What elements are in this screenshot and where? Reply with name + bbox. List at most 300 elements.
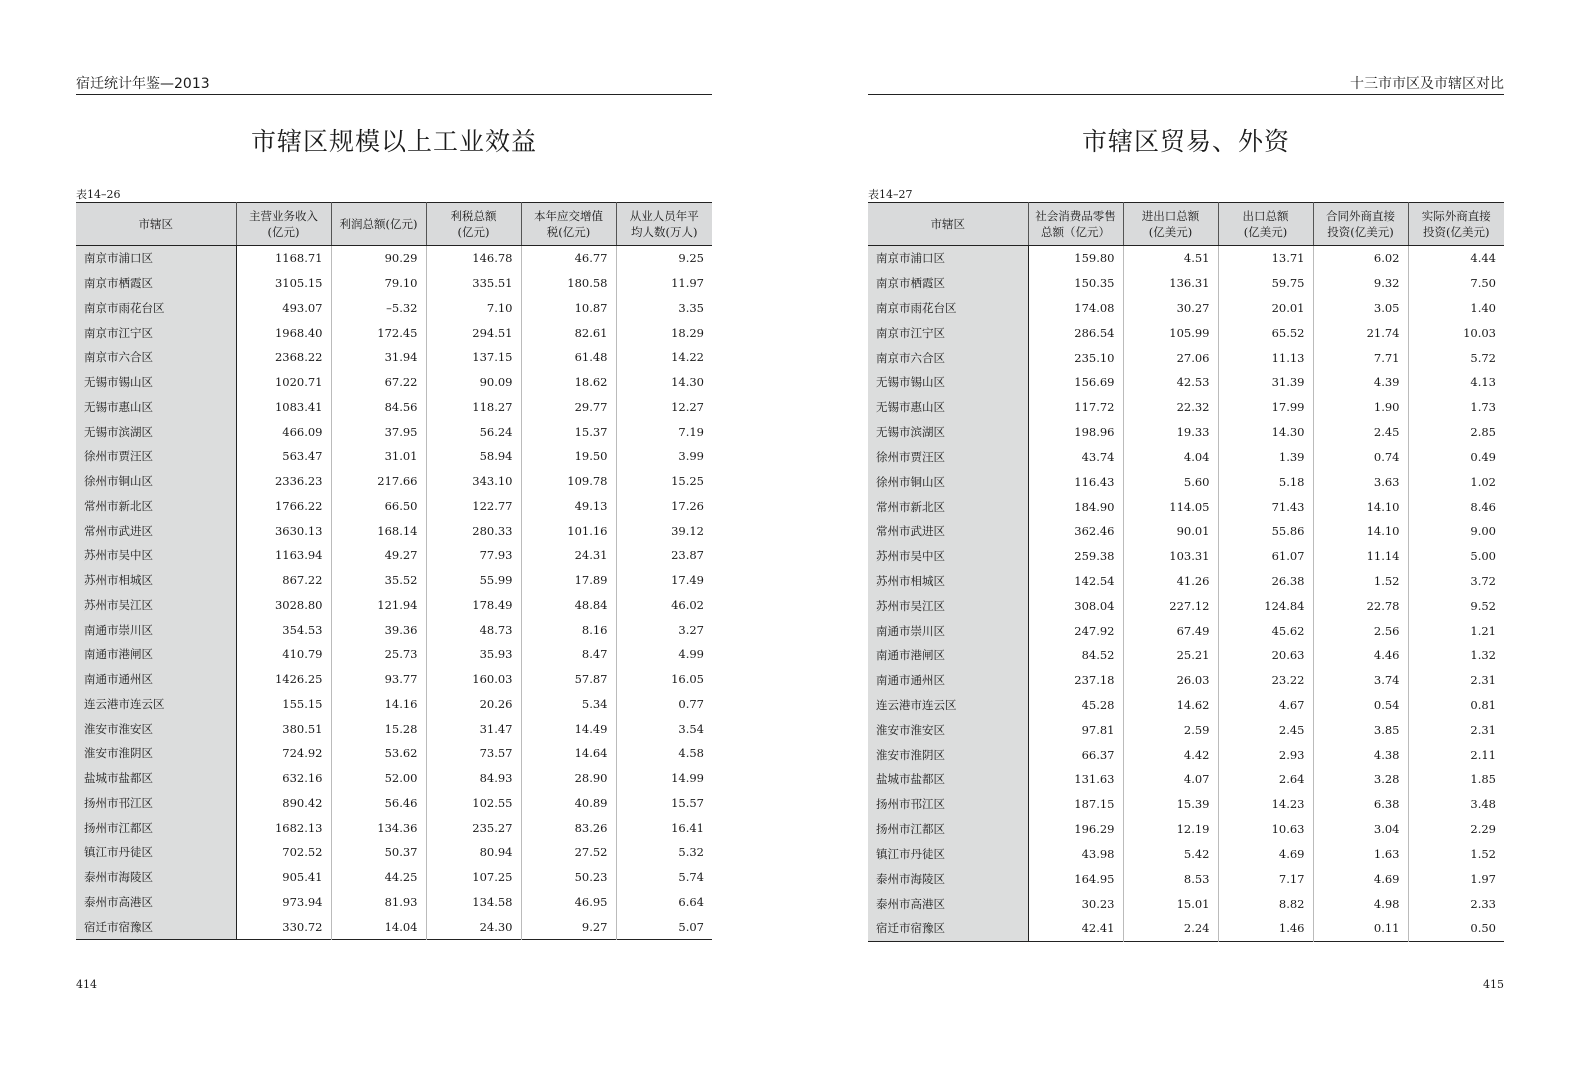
table-row	[868, 643, 1504, 668]
value-cell: 73.57	[426, 741, 521, 766]
value-cell: 142.54	[1074, 573, 1115, 588]
table-row	[868, 817, 1504, 842]
value-cell: 37.95	[331, 419, 426, 444]
table-row	[868, 271, 1504, 296]
district-name-cell: 扬州市江都区	[868, 817, 1028, 842]
value-cell: 30.27	[1123, 296, 1218, 321]
value-cell: 5.18	[1218, 469, 1313, 494]
value-cell: 4.99	[616, 642, 712, 667]
value-cell: 14.30	[616, 370, 712, 395]
table-row	[868, 420, 1504, 445]
value-cell: 16.05	[616, 667, 712, 692]
value-cell: 67.49	[1123, 618, 1218, 643]
value-cell: 14.49	[521, 716, 616, 741]
district-name-cell: 泰州市高港区	[868, 891, 1028, 916]
page-number: 414	[76, 978, 97, 991]
value-cell: 14.16	[331, 692, 426, 717]
table-row	[868, 693, 1504, 718]
value-cell: 4.51	[1123, 246, 1218, 271]
table-row	[868, 320, 1504, 345]
value-cell: 4.58	[616, 741, 712, 766]
district-name-cell: 南京市栖霞区	[76, 271, 236, 296]
value-cell: 90.29	[331, 246, 426, 271]
table-row	[76, 568, 712, 593]
table-row	[868, 469, 1504, 494]
value-cell: 217.66	[331, 469, 426, 494]
value-cell: 57.87	[521, 667, 616, 692]
value-cell: 134.58	[426, 890, 521, 915]
value-cell: 44.25	[331, 865, 426, 890]
table-row	[868, 792, 1504, 817]
district-name-cell: 无锡市锡山区	[76, 370, 236, 395]
value-cell: 35.52	[331, 568, 426, 593]
table-row	[868, 544, 1504, 569]
left-page	[76, 0, 712, 1077]
table-row	[868, 519, 1504, 544]
district-name-cell: 南京市雨花台区	[76, 296, 236, 321]
district-name-cell: 徐州市贾汪区	[76, 444, 236, 469]
value-cell: 286.54	[1074, 325, 1115, 340]
value-cell: 31.01	[331, 444, 426, 469]
value-cell: 2336.23	[274, 474, 323, 489]
value-cell: 9.52	[1408, 593, 1504, 618]
value-cell: 2.56	[1313, 618, 1408, 643]
value-cell: 11.14	[1313, 544, 1408, 569]
table-row	[76, 741, 712, 766]
value-cell: 8.82	[1218, 891, 1313, 916]
table-row	[868, 717, 1504, 742]
value-cell: 0.11	[1313, 916, 1408, 942]
column-header: 从业人员年平 均人数(万人)	[616, 203, 712, 246]
value-cell: 1168.71	[274, 251, 323, 266]
value-cell: 6.02	[1313, 246, 1408, 271]
table-row	[76, 320, 712, 345]
value-cell: 1.32	[1408, 643, 1504, 668]
table-row	[76, 246, 712, 271]
value-cell: 4.42	[1123, 742, 1218, 767]
table-row	[76, 617, 712, 642]
district-name-cell: 连云港市连云区	[868, 693, 1028, 718]
table-row	[76, 469, 712, 494]
value-cell: 117.72	[1074, 400, 1115, 415]
table-row	[868, 618, 1504, 643]
value-cell: 2.45	[1218, 717, 1313, 742]
column-header: 实际外商直接 投资(亿美元)	[1408, 203, 1504, 246]
value-cell: 1163.94	[274, 548, 323, 563]
value-cell: 259.38	[1074, 549, 1115, 564]
table-row	[76, 345, 712, 370]
value-cell: 7.10	[426, 296, 521, 321]
value-cell: 42.41	[1081, 921, 1115, 936]
value-cell: 14.23	[1218, 792, 1313, 817]
district-name-cell: 扬州市江都区	[76, 815, 236, 840]
table-row	[868, 569, 1504, 594]
table-row	[868, 395, 1504, 420]
table-row	[868, 593, 1504, 618]
value-cell: 17.26	[616, 494, 712, 519]
table-row	[868, 370, 1504, 395]
value-cell: 1.46	[1218, 916, 1313, 942]
value-cell: 14.04	[331, 914, 426, 939]
value-cell: 308.04	[1074, 598, 1115, 613]
value-cell: 28.90	[521, 766, 616, 791]
district-name-cell: 常州市新北区	[76, 494, 236, 519]
table-header-row	[76, 203, 712, 246]
value-cell: 27.52	[521, 840, 616, 865]
value-cell: 973.94	[282, 894, 323, 909]
district-name-cell: 无锡市滨湖区	[868, 420, 1028, 445]
value-cell: 1.40	[1408, 296, 1504, 321]
district-name-cell: 南京市浦口区	[76, 246, 236, 271]
value-cell: 46.02	[616, 593, 712, 618]
value-cell: 1.73	[1408, 395, 1504, 420]
table-row	[868, 246, 1504, 271]
table-row	[76, 914, 712, 939]
column-header: 市辖区	[76, 203, 236, 246]
district-name-cell: 无锡市滨湖区	[76, 419, 236, 444]
value-cell: 17.49	[616, 568, 712, 593]
value-cell: 39.12	[616, 518, 712, 543]
value-cell: 10.03	[1408, 320, 1504, 345]
value-cell: 4.69	[1218, 842, 1313, 867]
table-row	[76, 840, 712, 865]
column-header: 出口总额 (亿美元)	[1218, 203, 1313, 246]
value-cell: 7.71	[1313, 345, 1408, 370]
value-cell: 22.32	[1123, 395, 1218, 420]
district-name-cell: 无锡市惠山区	[868, 395, 1028, 420]
value-cell: 1.52	[1408, 842, 1504, 867]
value-cell: 1.39	[1218, 445, 1313, 470]
value-cell: 21.74	[1313, 320, 1408, 345]
value-cell: 8.47	[521, 642, 616, 667]
value-cell: 1426.25	[274, 672, 323, 687]
value-cell: 410.79	[282, 647, 323, 662]
value-cell: 20.63	[1218, 643, 1313, 668]
value-cell: 156.69	[1074, 375, 1115, 390]
value-cell: 61.48	[521, 345, 616, 370]
value-cell: 35.93	[426, 642, 521, 667]
value-cell: 14.10	[1313, 494, 1408, 519]
value-cell: 13.71	[1218, 246, 1313, 271]
value-cell: 1.02	[1408, 469, 1504, 494]
table-row	[76, 395, 712, 420]
value-cell: 146.78	[426, 246, 521, 271]
value-cell: 235.27	[426, 815, 521, 840]
value-cell: 4.67	[1218, 693, 1313, 718]
district-name-cell: 常州市武进区	[76, 518, 236, 543]
column-header: 主营业务收入 (亿元)	[236, 203, 331, 246]
district-name-cell: 苏州市相城区	[76, 568, 236, 593]
value-cell: 12.27	[616, 395, 712, 420]
district-name-cell: 徐州市铜山区	[868, 469, 1028, 494]
value-cell: 43.98	[1081, 846, 1115, 861]
value-cell: 101.16	[521, 518, 616, 543]
value-cell: 563.47	[282, 449, 323, 464]
value-cell: 1020.71	[274, 375, 323, 390]
page-number: 415	[1483, 978, 1504, 991]
value-cell: 118.27	[426, 395, 521, 420]
value-cell: 48.84	[521, 593, 616, 618]
table-number: 表14–27	[868, 188, 913, 201]
value-cell: 50.23	[521, 865, 616, 890]
value-cell: 184.90	[1074, 499, 1115, 514]
value-cell: 9.00	[1408, 519, 1504, 544]
value-cell: 4.04	[1123, 445, 1218, 470]
value-cell: 0.49	[1408, 445, 1504, 470]
value-cell: 168.14	[331, 518, 426, 543]
value-cell: 5.60	[1123, 469, 1218, 494]
value-cell: 53.62	[331, 741, 426, 766]
district-name-cell: 南京市浦口区	[868, 246, 1028, 271]
value-cell: 6.38	[1313, 792, 1408, 817]
value-cell: 2.31	[1408, 717, 1504, 742]
district-name-cell: 南通市港闸区	[76, 642, 236, 667]
value-cell: 5.74	[616, 865, 712, 890]
value-cell: 5.42	[1123, 842, 1218, 867]
value-cell: 48.73	[426, 617, 521, 642]
district-name-cell: 淮安市淮安区	[868, 717, 1028, 742]
value-cell: 867.22	[282, 573, 323, 588]
right-page	[868, 0, 1504, 1077]
value-cell: 56.24	[426, 419, 521, 444]
district-name-cell: 宿迁市宿豫区	[868, 916, 1028, 942]
district-name-cell: 南通市崇川区	[76, 617, 236, 642]
table-row	[76, 791, 712, 816]
value-cell: 155.15	[282, 696, 323, 711]
value-cell: 116.43	[1074, 474, 1115, 489]
value-cell: 3.54	[616, 716, 712, 741]
value-cell: 227.12	[1123, 593, 1218, 618]
value-cell: 83.26	[521, 815, 616, 840]
value-cell: 196.29	[1074, 822, 1115, 837]
value-cell: 5.32	[616, 840, 712, 865]
value-cell: 1.90	[1313, 395, 1408, 420]
table-row	[76, 642, 712, 667]
value-cell: 14.10	[1313, 519, 1408, 544]
district-name-cell: 徐州市贾汪区	[868, 445, 1028, 470]
value-cell: 12.19	[1123, 817, 1218, 842]
district-name-cell: 南京市江宁区	[868, 320, 1028, 345]
table-header-row	[868, 203, 1504, 246]
value-cell: 107.25	[426, 865, 521, 890]
table-row	[868, 445, 1504, 470]
district-name-cell: 无锡市锡山区	[868, 370, 1028, 395]
value-cell: 65.52	[1218, 320, 1313, 345]
value-cell: 134.36	[331, 815, 426, 840]
value-cell: 11.97	[616, 271, 712, 296]
table-row	[76, 494, 712, 519]
value-cell: 66.37	[1081, 747, 1115, 762]
value-cell: 174.08	[1074, 301, 1115, 316]
value-cell: 3630.13	[274, 523, 323, 538]
table-row	[76, 716, 712, 741]
table-row	[76, 543, 712, 568]
value-cell: 335.51	[426, 271, 521, 296]
value-cell: 14.30	[1218, 420, 1313, 445]
value-cell: 26.03	[1123, 668, 1218, 693]
value-cell: 124.84	[1218, 593, 1313, 618]
district-name-cell: 扬州市邗江区	[76, 791, 236, 816]
district-name-cell: 无锡市惠山区	[76, 395, 236, 420]
value-cell: 178.49	[426, 593, 521, 618]
value-cell: 890.42	[282, 795, 323, 810]
value-cell: 4.07	[1123, 767, 1218, 792]
value-cell: 84.93	[426, 766, 521, 791]
district-name-cell: 常州市新北区	[868, 494, 1028, 519]
value-cell: 25.21	[1123, 643, 1218, 668]
value-cell: 22.78	[1313, 593, 1408, 618]
value-cell: 3.99	[616, 444, 712, 469]
value-cell: 237.18	[1074, 673, 1115, 688]
running-head: 十三市市区及市辖区对比	[868, 76, 1504, 95]
value-cell: 2.64	[1218, 767, 1313, 792]
district-name-cell: 淮安市淮安区	[76, 716, 236, 741]
value-cell: 14.22	[616, 345, 712, 370]
value-cell: 4.13	[1408, 370, 1504, 395]
value-cell: 2.45	[1313, 420, 1408, 445]
district-name-cell: 苏州市吴中区	[76, 543, 236, 568]
value-cell: 122.77	[426, 494, 521, 519]
table-row	[76, 766, 712, 791]
table-row	[76, 296, 712, 321]
value-cell: 15.28	[331, 716, 426, 741]
value-cell: 18.29	[616, 320, 712, 345]
value-cell: 1766.22	[274, 498, 323, 513]
table-row	[76, 593, 712, 618]
value-cell: 45.28	[1081, 698, 1115, 713]
value-cell: 354.53	[282, 622, 323, 637]
value-cell: 1.97	[1408, 866, 1504, 891]
value-cell: 2.31	[1408, 668, 1504, 693]
column-header: 进出口总额 (亿美元)	[1123, 203, 1218, 246]
value-cell: 27.06	[1123, 345, 1218, 370]
value-cell: 79.10	[331, 271, 426, 296]
value-cell: 24.30	[426, 914, 521, 939]
value-cell: 131.63	[1074, 772, 1115, 787]
value-cell: 3.05	[1313, 296, 1408, 321]
value-cell: 6.64	[616, 890, 712, 915]
value-cell: 30.23	[1081, 896, 1115, 911]
value-cell: 58.94	[426, 444, 521, 469]
trade-foreign-investment-table	[868, 202, 1504, 942]
district-name-cell: 苏州市相城区	[868, 569, 1028, 594]
value-cell: 343.10	[426, 469, 521, 494]
table-row	[868, 891, 1504, 916]
table-row	[76, 518, 712, 543]
value-cell: 23.87	[616, 543, 712, 568]
table-row	[76, 667, 712, 692]
value-cell: 15.37	[521, 419, 616, 444]
value-cell: 150.35	[1074, 276, 1115, 291]
value-cell: 93.77	[331, 667, 426, 692]
district-name-cell: 盐城市盐都区	[868, 767, 1028, 792]
value-cell: 180.58	[521, 271, 616, 296]
value-cell: 7.17	[1218, 866, 1313, 891]
table-row	[76, 692, 712, 717]
value-cell: 49.13	[521, 494, 616, 519]
district-name-cell: 泰州市高港区	[76, 890, 236, 915]
value-cell: 90.09	[426, 370, 521, 395]
value-cell: 4.46	[1313, 643, 1408, 668]
value-cell: 43.74	[1081, 449, 1115, 464]
value-cell: 8.46	[1408, 494, 1504, 519]
table-row	[868, 842, 1504, 867]
value-cell: 66.50	[331, 494, 426, 519]
column-header: 合同外商直接 投资(亿美元)	[1313, 203, 1408, 246]
district-name-cell: 南通市港闸区	[868, 643, 1028, 668]
table-row	[76, 865, 712, 890]
column-header: 利税总额 (亿元)	[426, 203, 521, 246]
value-cell: 14.62	[1123, 693, 1218, 718]
value-cell: 121.94	[331, 593, 426, 618]
table-row	[868, 494, 1504, 519]
value-cell: 15.57	[616, 791, 712, 816]
value-cell: 5.07	[616, 914, 712, 939]
value-cell: 8.53	[1123, 866, 1218, 891]
value-cell: 10.87	[521, 296, 616, 321]
page-title: 市辖区贸易、外资	[1081, 127, 1290, 156]
district-name-cell: 扬州市邗江区	[868, 792, 1028, 817]
value-cell: 2.59	[1123, 717, 1218, 742]
value-cell: 0.74	[1313, 445, 1408, 470]
value-cell: 29.77	[521, 395, 616, 420]
value-cell: 49.27	[331, 543, 426, 568]
value-cell: 5.72	[1408, 345, 1504, 370]
value-cell: 1.63	[1313, 842, 1408, 867]
district-name-cell: 宿迁市宿豫区	[76, 914, 236, 939]
value-cell: 40.89	[521, 791, 616, 816]
value-cell: 0.54	[1313, 693, 1408, 718]
value-cell: 164.95	[1074, 871, 1115, 886]
value-cell: 724.92	[282, 746, 323, 761]
table-row	[868, 345, 1504, 370]
value-cell: –5.32	[331, 296, 426, 321]
value-cell: 25.73	[331, 642, 426, 667]
value-cell: 41.26	[1123, 569, 1218, 594]
value-cell: 187.15	[1074, 797, 1115, 812]
value-cell: 2.11	[1408, 742, 1504, 767]
district-name-cell: 泰州市海陵区	[868, 866, 1028, 891]
value-cell: 247.92	[1074, 623, 1115, 638]
value-cell: 45.62	[1218, 618, 1313, 643]
value-cell: 380.51	[282, 721, 323, 736]
value-cell: 493.07	[282, 300, 323, 315]
value-cell: 61.07	[1218, 544, 1313, 569]
value-cell: 362.46	[1074, 524, 1115, 539]
district-name-cell: 淮安市淮阴区	[76, 741, 236, 766]
value-cell: 109.78	[521, 469, 616, 494]
value-cell: 3.63	[1313, 469, 1408, 494]
value-cell: 52.00	[331, 766, 426, 791]
table-row	[868, 866, 1504, 891]
value-cell: 1682.13	[274, 820, 323, 835]
district-name-cell: 苏州市吴江区	[76, 593, 236, 618]
value-cell: 632.16	[282, 771, 323, 786]
value-cell: 42.53	[1123, 370, 1218, 395]
value-cell: 235.10	[1074, 350, 1115, 365]
value-cell: 1083.41	[274, 399, 323, 414]
table-row	[76, 815, 712, 840]
value-cell: 15.39	[1123, 792, 1218, 817]
district-name-cell: 南京市雨花台区	[868, 296, 1028, 321]
value-cell: 46.77	[521, 246, 616, 271]
value-cell: 39.36	[331, 617, 426, 642]
value-cell: 3.48	[1408, 792, 1504, 817]
value-cell: 905.41	[282, 870, 323, 885]
value-cell: 59.75	[1218, 271, 1313, 296]
table-row	[868, 668, 1504, 693]
value-cell: 2.24	[1123, 916, 1218, 942]
